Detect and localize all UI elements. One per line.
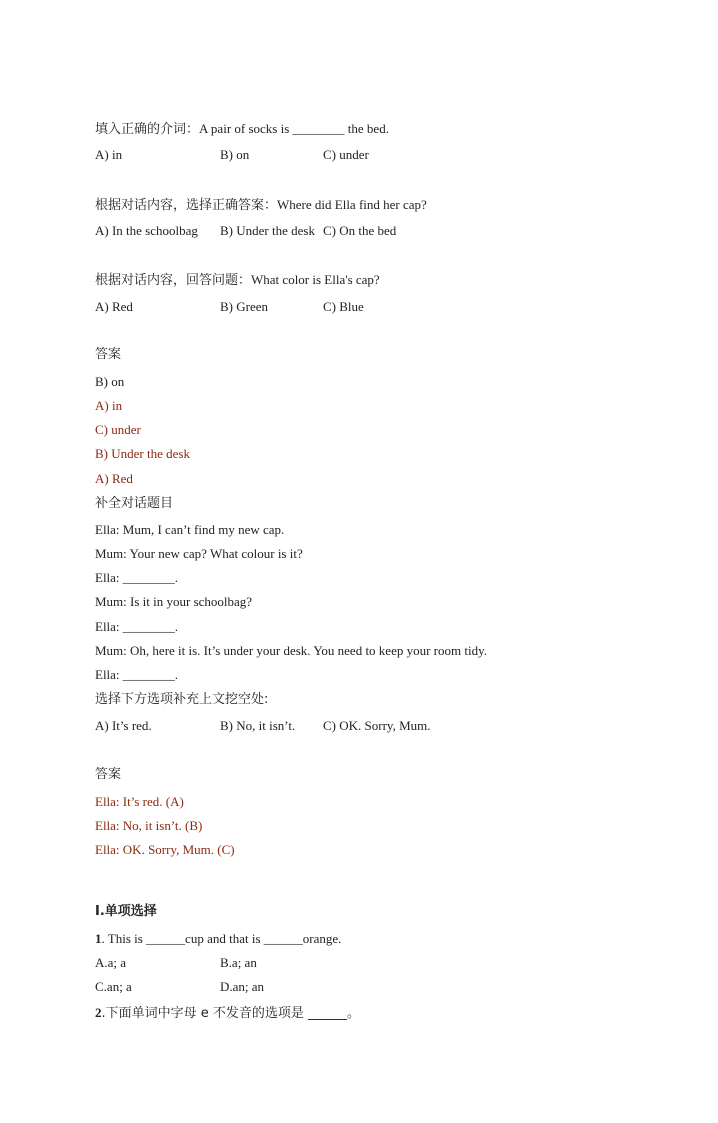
- question-2-option-c: C) On the bed: [323, 223, 397, 238]
- dialogue-line: Ella: ________.: [95, 570, 179, 585]
- section-question-1: [95, 931, 341, 947]
- section-q1-option-d: D.an; an: [220, 979, 265, 994]
- section-question-2-number: 2: [95, 1005, 102, 1020]
- dialogue-line: Ella: Mum, I can’t find my new cap.: [95, 522, 285, 537]
- answers-heading-2: 答案: [95, 767, 122, 782]
- answer-item: Ella: OK. Sorry, Mum. (C): [95, 842, 235, 857]
- question-2-option-b: B) Under the desk: [220, 223, 315, 238]
- section-title: Ⅰ.单项选择: [95, 904, 157, 919]
- question-3-prompt-en: What color is Ella's cap?: [251, 272, 380, 287]
- section-question-2: [95, 1005, 360, 1022]
- question-1-option-c: C) under: [323, 147, 369, 162]
- answer-item: Ella: No, it isn’t. (B): [95, 818, 203, 833]
- section-question-1-number: 1: [95, 931, 102, 946]
- question-3-option-c: C) Blue: [323, 299, 364, 314]
- answer-item: Ella: It’s red. (A): [95, 794, 184, 809]
- dialogue-line: Ella: ________.: [95, 619, 179, 634]
- answer-item: A) Red: [95, 471, 133, 486]
- answer-item: A) in: [95, 398, 123, 413]
- question-2-prompt: [95, 197, 427, 214]
- question-2-option-a: A) In the schoolbag: [95, 223, 198, 238]
- answers-heading: 答案: [95, 347, 122, 362]
- section-question-2-text: .下面单词中字母 e 不发音的选项是 ______。: [101, 1006, 361, 1021]
- question-3-prompt: [95, 272, 380, 289]
- answer-item: B) Under the desk: [95, 446, 190, 461]
- dialogue-option-b: B) No, it isn’t.: [220, 718, 296, 733]
- section-q1-option-a: A.a; a: [95, 955, 127, 970]
- section-q1-option-c: C.an; a: [95, 979, 132, 994]
- dialogue-line: Mum: Oh, here it is. It’s under your desk. You need to keep your room tidy.: [95, 643, 487, 658]
- dialogue-option-c: C) OK. Sorry, Mum.: [323, 718, 431, 733]
- question-1-option-b: B) on: [220, 147, 250, 162]
- dialogue-option-a: A) It’s red.: [95, 718, 152, 733]
- question-1-prompt-cn: 填入正确的介词：: [95, 122, 200, 137]
- question-3-option-b: B) Green: [220, 299, 269, 314]
- question-1-prompt: [95, 121, 389, 138]
- question-3-option-a: A) Red: [95, 299, 133, 314]
- dialogue-line: Mum: Your new cap? What colour is it?: [95, 546, 303, 561]
- answer-item: B) on: [95, 374, 125, 389]
- dialogue-line: Ella: ________.: [95, 667, 179, 682]
- section-q1-option-b: B.a; an: [220, 955, 257, 970]
- question-1-option-a: A) in: [95, 147, 123, 162]
- section-question-1-text: . This is ______cup and that is ______orange.: [101, 931, 342, 946]
- question-1-prompt-en: A pair of socks is ________ the bed.: [199, 121, 389, 136]
- answer-item: C) under: [95, 422, 141, 437]
- dialogue-heading: 补全对话题目: [95, 496, 174, 511]
- question-2-prompt-cn: 根据对话内容，选择正确答案：: [95, 198, 278, 213]
- question-2-prompt-en: Where did Ella find her cap?: [277, 197, 427, 212]
- question-3-prompt-cn: 根据对话内容，回答问题：: [95, 273, 252, 288]
- dialogue-instruction: 选择下方选项补充上文挖空处:: [95, 692, 269, 707]
- dialogue-line: Mum: Is it in your schoolbag?: [95, 594, 253, 609]
